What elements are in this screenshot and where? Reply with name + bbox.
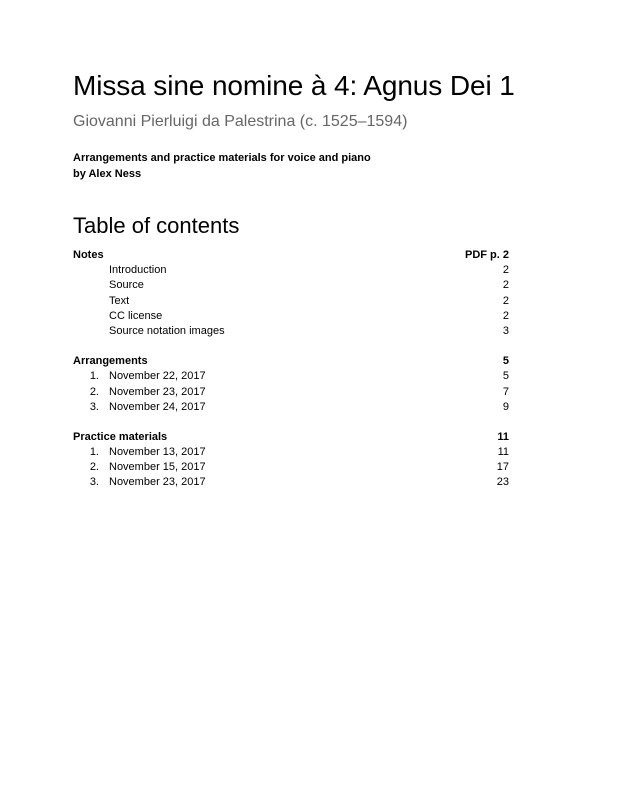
toc-entry-label: Source [109,279,144,292]
toc-entry-page: 17 [496,461,509,474]
toc-entry-page: 2 [502,294,509,307]
table-of-contents [73,248,509,506]
toc-entry-page: 3 [502,324,509,337]
toc-section-label: Practice materials [73,430,168,443]
toc-entry-label: Source notation images [109,324,225,337]
toc-entry-number: 2. [89,385,99,398]
toc-entry-label: Introduction [109,264,167,277]
toc-section-notes [73,248,509,339]
toc-entry[interactable] [73,294,509,309]
toc-section-practice-materials [73,430,509,491]
description-line-2: by Alex Ness [73,168,142,180]
toc-entry[interactable] [73,324,509,339]
document-title: Missa sine nomine à 4: Agnus Dei 1 [73,70,515,101]
toc-entry-label: Text [109,294,130,307]
toc-entry-page: 2 [502,279,509,292]
toc-entry-label: November 13, 2017 [109,446,206,459]
toc-heading: Table of contents [73,213,240,238]
toc-entry[interactable] [73,445,509,460]
toc-entry-page: 11 [497,446,509,459]
toc-entry[interactable] [73,460,509,475]
toc-entry[interactable] [73,263,509,278]
toc-entry-number: 3. [89,476,99,489]
description-line-1: Arrangements and practice materials for voice and piano [73,152,371,164]
toc-entry-page: 7 [502,385,509,398]
toc-section-label: Arrangements [73,355,148,368]
toc-section-header[interactable] [73,430,509,445]
toc-entry-page: 2 [502,264,509,277]
description [73,150,371,182]
toc-section-page: PDF p. 2 [464,249,509,261]
composer-subtitle: Giovanni Pierluigi da Palestrina (c. 1525–1594) [73,113,408,130]
toc-entry[interactable] [73,309,509,324]
toc-entry[interactable] [73,400,509,415]
toc-entry-number: 1. [89,446,99,459]
toc-section-arrangements [73,354,509,415]
toc-entry[interactable] [73,369,509,384]
toc-section-header[interactable] [73,354,509,369]
toc-entry-label: November 23, 2017 [109,385,206,398]
toc-entry[interactable] [73,278,509,293]
toc-entry-label: November 15, 2017 [109,461,206,474]
toc-entry-number: 1. [89,370,99,383]
toc-entry-label: November 22, 2017 [109,370,206,383]
toc-entry-page: 9 [502,400,509,413]
toc-section-page: 5 [502,355,509,368]
toc-entry-number: 3. [89,400,99,413]
toc-entry[interactable] [73,475,509,490]
toc-entry-page: 23 [496,476,509,489]
toc-entry-label: November 24, 2017 [109,400,206,413]
toc-entry-page: 2 [502,309,509,322]
toc-section-page: 11 [497,430,509,443]
toc-entry-number: 2. [89,461,99,474]
toc-section-header[interactable] [73,248,509,263]
toc-section-label: Notes [73,249,104,261]
toc-entry-label: November 23, 2017 [109,476,206,489]
toc-entry[interactable] [73,385,509,400]
toc-entry-label: CC license [109,309,163,322]
toc-entry-page: 5 [502,370,509,383]
